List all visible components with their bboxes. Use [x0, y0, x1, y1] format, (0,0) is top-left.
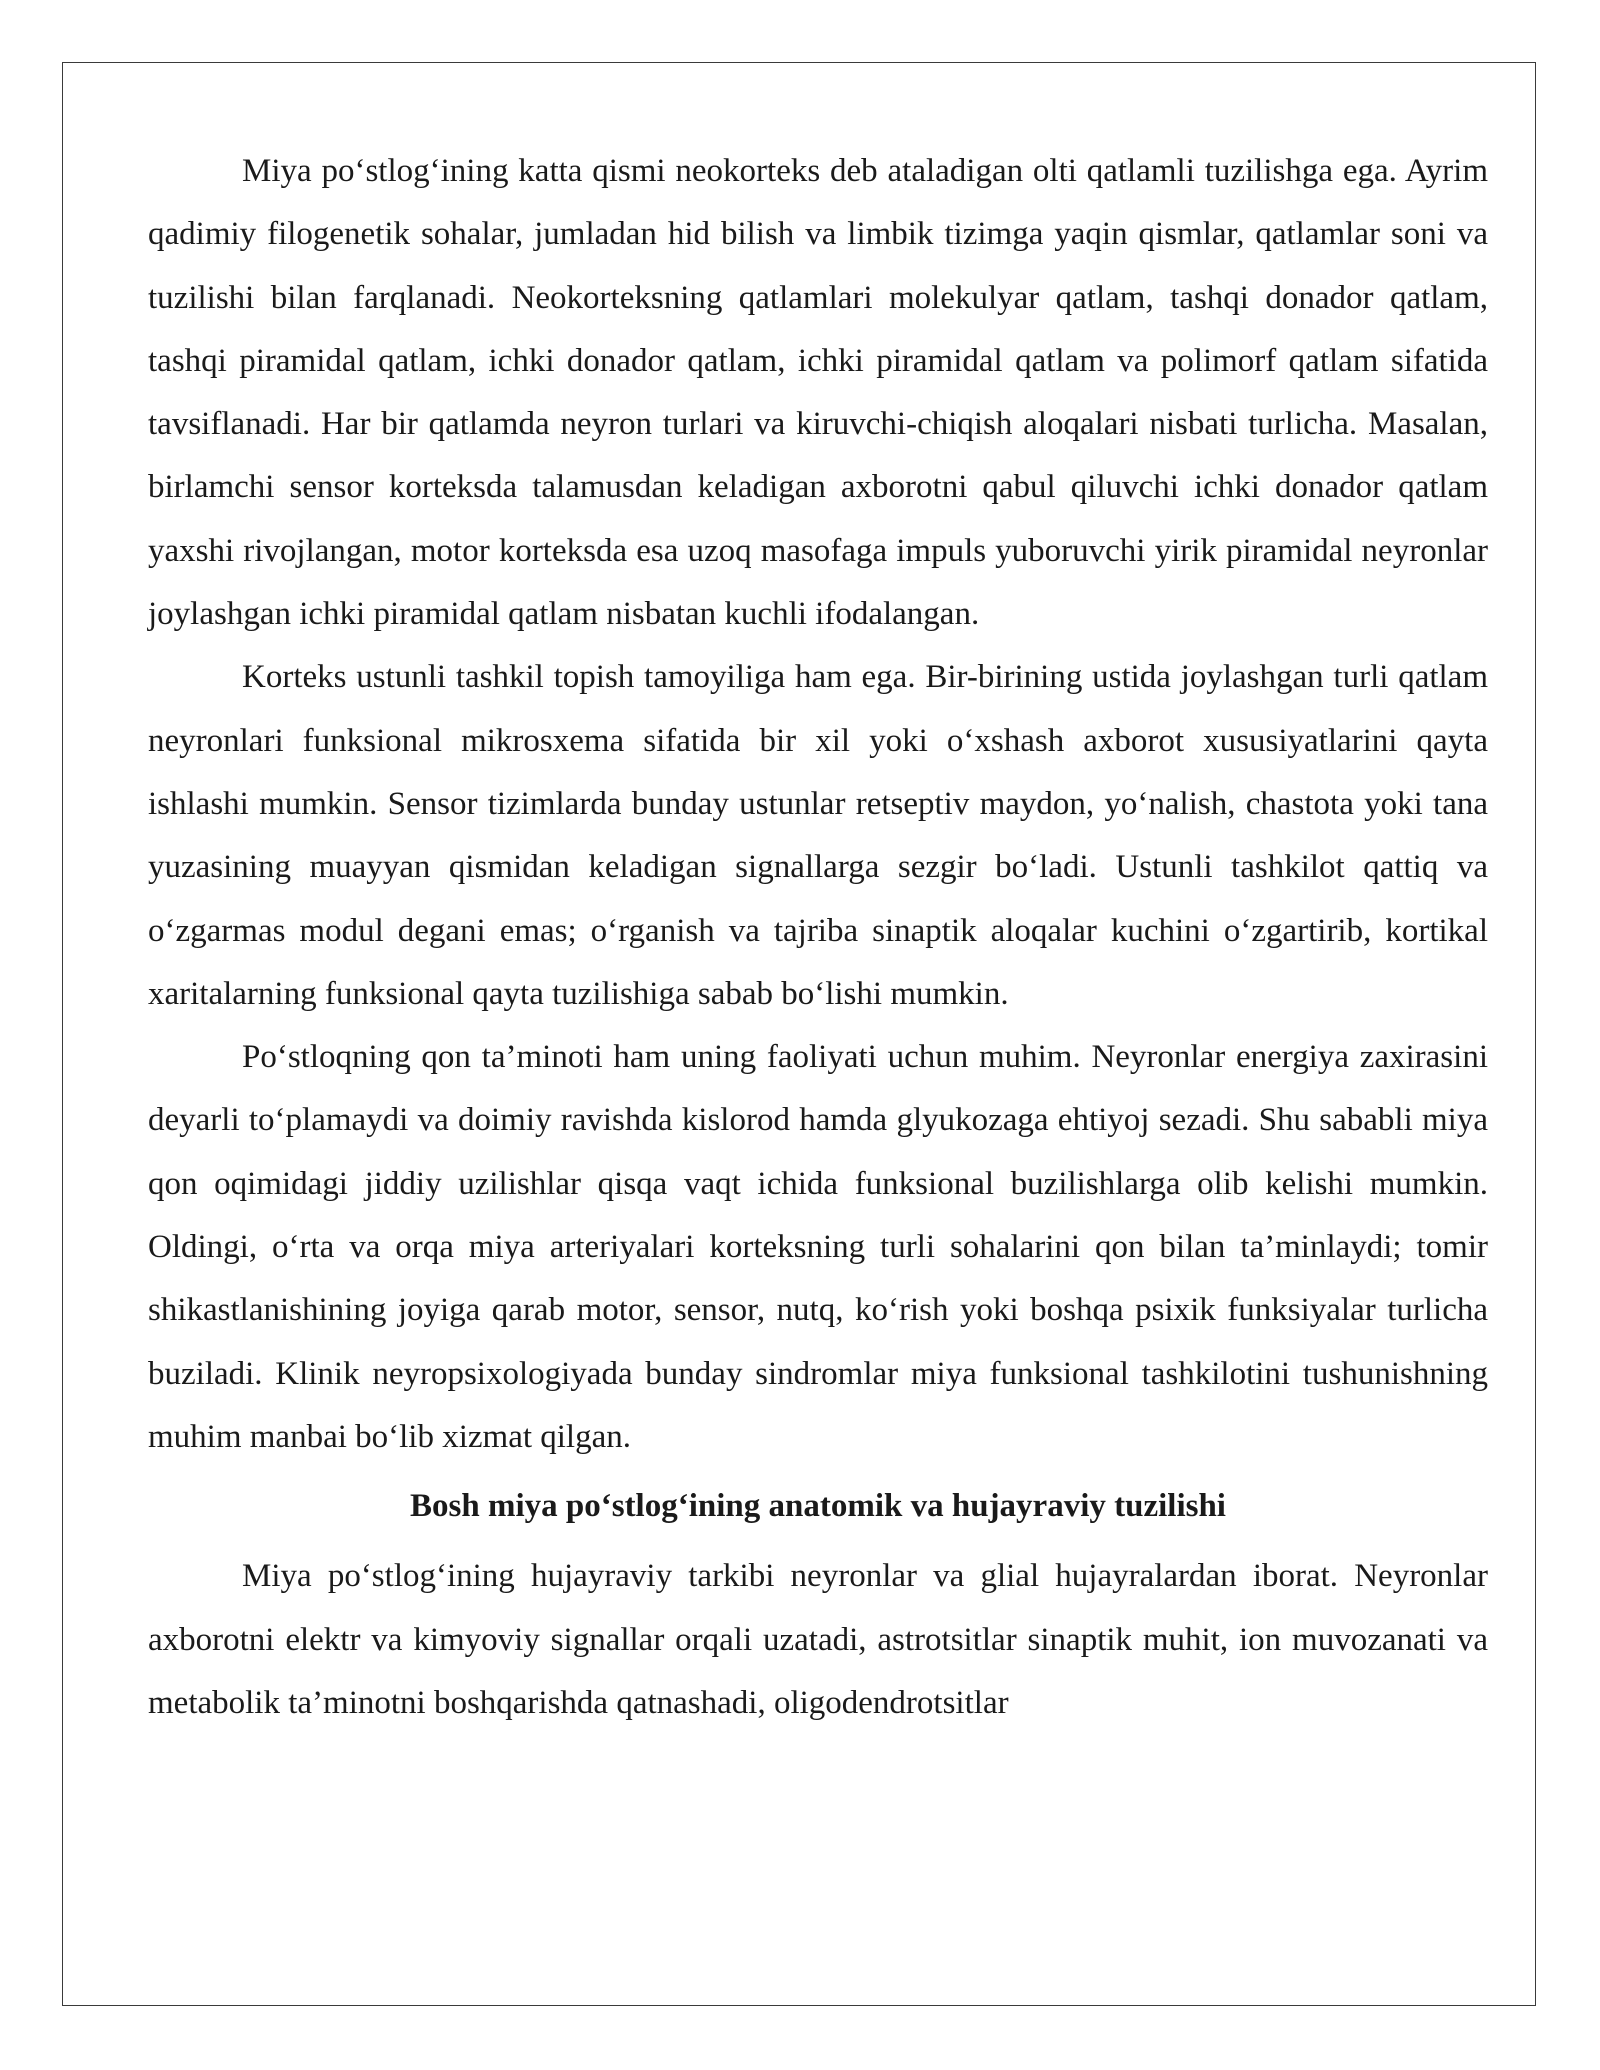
- document-body: [148, 140, 1488, 1735]
- paragraph-columnar-organization: Korteks ustunli tashkil topish tamoyiliga ham ega. Bir-birining ustida joylashgan turli qatlam neyronlari funksional mikrosxema sifatida bir xil yoki o‘xshash axborot xususiyatlarini qayta ishlashi mumkin. Sensor tizimlarda bunday ustunlar retseptiv maydon, yo‘nalish, chastota yoki tana yuzasining muayyan qismidan keladigan signallarga sezgir bo‘ladi. Ustunli tashkilot qattiq va o‘zgarmas modul degani emas; o‘rganish va tajriba sinaptik aloqalar kuchini o‘zgartirib, kortikal xaritalarning funksional qayta tuzilishiga sabab bo‘lishi mumkin.: [148, 659, 1488, 1012]
- section-heading: Bosh miya po‘stlog‘ining anatomik va hujayraviy tuzilishi: [410, 1488, 1226, 1525]
- paragraph-neocortex-layers: Miya po‘stlog‘ining katta qismi neokorteks deb ataladigan olti qatlamli tuzilishga ega. Ayrim qadimiy filogenetik sohalar, jumladan hid bilish va limbik tizimga yaqin qismlar, qatlamlar soni va tuzilishi bilan farqlanadi. Neokorteksning qatlamlari molekulyar qatlam, tashqi donador qatlam, tashqi piramidal qatlam, ichki donador qatlam, ichki piramidal qatlam va polimorf qatlam sifatida tavsiflanadi. Har bir qatlamda neyron turlari va kiruvchi-chiqish aloqalari nisbati turlicha. Masalan, birlamchi sensor korteksda talamusdan keladigan axborotni qabul qiluvchi ichki donador qatlam yaxshi rivojlangan, motor korteksda esa uzoq masofaga impuls yuboruvchi yirik piramidal neyronlar joylashgan ichki piramidal qatlam nisbatan kuchli ifodalangan.: [148, 153, 1488, 633]
- paragraph-blood-supply: Po‘stloqning qon ta’minoti ham uning faoliyati uchun muhim. Neyronlar energiya zaxirasini deyarli to‘plamaydi va doimiy ravishda kislorod hamda glyukozaga ehtiyoj sezadi. Shu sababli miya qon oqimidagi jiddiy uzilishlar qisqa vaqt ichida funksional buzilishlarga olib kelishi mumkin. Oldingi, o‘rta va orqa miya arteriyalari korteksning turli sohalarini qon bilan ta’minlaydi; tomir shikastlanishining joyiga qarab motor, sensor, nutq, ko‘rish yoki boshqa psixik funksiyalar turlicha buziladi. Klinik neyropsixologiyada bunday sindromlar miya funksional tashkilotini tushunishning muhim manbai bo‘lib xizmat qilgan.: [148, 1039, 1488, 1455]
- paragraph-cellular-composition: Miya po‘stlog‘ining hujayraviy tarkibi neyronlar va glial hujayralardan iborat. Neyronlar axborotni elektr va kimyoviy signallar orqali uzatadi, astrotsitlar sinaptik muhit, ion muvozanati va metabolik ta’minotni boshqarishda qatnashadi, oligodendrotsitlar: [148, 1558, 1488, 1721]
